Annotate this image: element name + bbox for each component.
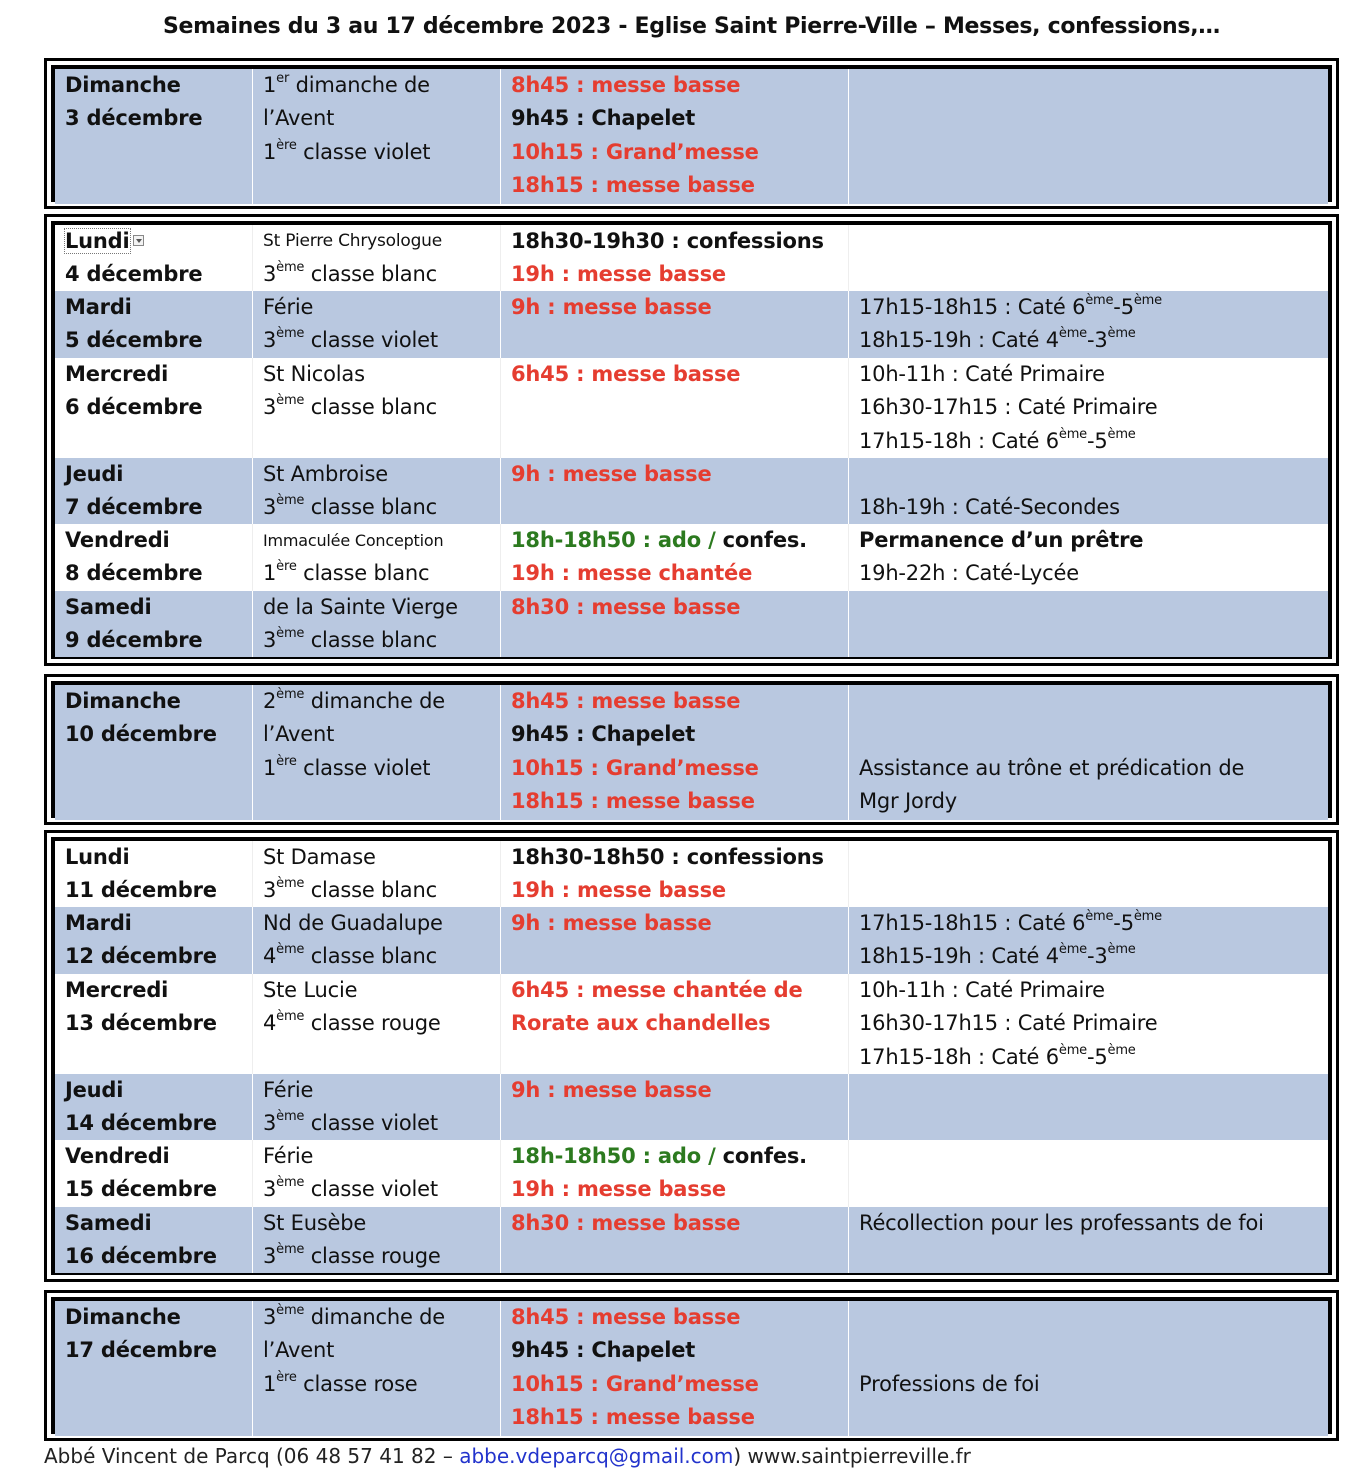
liturgy-class: 1ère classe violet [263,137,431,164]
table-cell [849,1074,1328,1140]
table-cell [253,907,501,974]
superscript: ème [1058,326,1087,342]
cell-line: Immaculée Conception [263,531,444,550]
page-title: Semaines du 3 au 17 décembre 2023 - Eglise Saint Pierre-Ville – Messes, confessions,… [163,14,1220,39]
superscript: ème [1085,909,1114,924]
table-cell [501,685,849,820]
table-cell [501,291,849,358]
table-cell [849,1207,1328,1273]
superscript: ème [276,493,305,509]
superscript: ème [276,1109,305,1125]
table-cell [55,69,253,204]
table-cell [55,1074,253,1140]
cell-line: Mercredi [65,978,169,1002]
cell-line: 4ème classe rouge [263,1009,441,1036]
cell-line: Vendredi [65,1144,170,1168]
week-block-1 [44,214,1339,666]
cell-line: Lundi [65,845,130,869]
table-cell [253,1074,501,1140]
table-cell [501,1140,849,1207]
table-cell [253,291,501,358]
cell-line: 18h-18h50 : ado / confes. [511,528,807,552]
sunday-block-17 [44,1290,1339,1441]
superscript: ème [276,1303,305,1318]
superscript: ème [276,687,305,702]
day-date: 4 décembre [65,262,203,287]
cell-line: 1ère classe blanc [263,559,430,586]
table-row [55,524,1328,591]
superscript: ème [276,260,305,275]
superscript: ème [1133,909,1162,924]
cell-line: 17h15-18h : Caté 6ème-5ème [859,1042,1136,1069]
cell-line: Ste Lucie [263,978,358,1002]
cell-line: Dimanche [65,689,181,713]
table-cell [253,524,501,591]
cell-line [859,718,1328,751]
cell-line: 17h15-18h : Caté 6ème-5ème [859,426,1136,453]
superscript: ème [1133,293,1162,308]
superscript: ème [1107,1042,1136,1058]
table-cell [253,1140,501,1207]
superscript: ème [1107,326,1136,342]
cell-line: 19h : messe basse [511,878,726,903]
cell-line: 2ème dimanche de [263,687,446,713]
table-cell [253,225,501,291]
cell-line: Mgr Jordy [859,788,958,813]
cell-line: 3ème classe blanc [263,493,437,520]
cell-line: 10h-11h : Caté Primaire [859,978,1105,1002]
table-cell [501,69,849,204]
sunday-block-3 [44,58,1339,209]
table-row [55,1140,1328,1207]
superscript: er [276,71,290,86]
mass-entry: 8h45 : messe basse [511,73,741,97]
cell-line: 3ème classe blanc [263,626,437,653]
table-cell [55,685,253,820]
cell-line: 6h45 : messe chantée de [511,978,803,1002]
cell-line: St Ambroise [263,462,388,486]
table-cell [501,591,849,657]
cell-line: l’Avent [263,722,335,747]
cell-line: Férie [263,295,314,319]
table-row [55,974,1328,1074]
cell-line: St Nicolas [263,362,365,386]
table-cell [55,1207,253,1273]
day-name: Lundi [65,229,130,253]
table-row [55,841,1328,907]
table-cell [501,458,849,524]
cell-line: 3ème dimanche de [263,1303,446,1329]
table-row [55,685,1328,820]
table-cell [55,225,253,291]
cell-line: 10 décembre [65,722,217,747]
cell-line: 18h15 : messe basse [511,1404,755,1429]
cell-line: 10h15 : Grand’messe [511,755,759,780]
cell-line: 19h : messe basse [511,1177,726,1202]
table-row [55,69,1328,204]
table-cell [55,1301,253,1436]
table-cell [501,1074,849,1140]
cell-line: 8h30 : messe basse [511,1211,741,1235]
superscript: ème [1058,942,1087,958]
table-cell [849,458,1328,524]
cell-line: Assistance au trône et prédication de [859,755,1245,780]
table-cell [253,69,501,204]
superscript: ème [276,1242,305,1258]
cell-line: 10h-11h : Caté Primaire [859,362,1105,386]
cell-line: 3ème classe blanc [263,876,437,903]
table-cell [501,974,849,1074]
cate-entry: 17h15-18h15 : Caté 6ème-5ème [859,293,1162,319]
table-cell [849,1301,1328,1436]
table-cell [501,907,849,974]
cell-line: 18h15-19h : Caté 4ème-3ème [859,942,1136,969]
confession-entry: 18h30-19h30 : confessions [511,229,824,253]
table-cell [55,358,253,458]
table-cell [253,974,501,1074]
table-cell [849,974,1328,1074]
cell-line [859,685,1328,718]
cell-line: 16 décembre [65,1244,217,1269]
table-cell [849,358,1328,458]
table-cell [55,291,253,358]
chapelet-entry: 9h45 : Chapelet [511,106,696,131]
superscript: ère [276,1369,297,1385]
cell-line: St Eusèbe [263,1211,367,1235]
cell-line: 18h-19h : Caté-Secondes [859,495,1120,520]
cell-line: 3ème classe violet [263,1109,438,1136]
table-cell [501,1301,849,1436]
table-row [55,1074,1328,1140]
table-cell [849,291,1328,358]
cell-line: l’Avent [263,1338,335,1363]
table-cell [849,907,1328,974]
cell-line: Mardi [65,911,132,935]
cell-line: Mardi [65,295,132,319]
superscript: ème [276,393,305,409]
table-cell [501,1207,849,1273]
cell-line: 8h45 : messe basse [511,689,741,713]
cell-line: 3ème classe violet [263,326,438,353]
cell-line: 1ère classe rose [263,1369,418,1396]
table-cell [55,907,253,974]
table-row [55,907,1328,974]
superscript: ème [276,876,305,892]
cell-line: Dimanche [65,1305,181,1329]
cell-line [65,225,252,258]
cell-line: 9h : messe basse [511,911,712,935]
table-row [55,591,1328,657]
table-cell [849,591,1328,657]
mass-entry: 10h15 : Grand’messe [511,139,759,164]
day-date: 3 décembre [65,106,203,131]
cell-line: Férie [263,1144,314,1168]
cell-line: 3ème classe blanc [263,393,437,420]
table-cell [849,225,1328,291]
table-cell [501,225,849,291]
table-cell [501,524,849,591]
cell-line: 17h15-18h15 : Caté 6ème-5ème [859,909,1162,935]
cell-line: Férie [263,1078,314,1102]
feast-name: St Pierre Chrysologue [263,231,442,251]
cell-line: Mercredi [65,362,169,386]
table-row [55,1207,1328,1273]
cell-line: 14 décembre [65,1111,217,1136]
superscript: ème [276,942,305,958]
cell-line: 3ème classe violet [263,1175,438,1202]
footer-contact: Abbé Vincent de Parcq (06 48 57 41 82 – abbe.vdeparcq@gmail.com) www.saintpierreville.fr [44,1444,971,1468]
table-cell [253,358,501,458]
cell-line: Nd de Guadalupe [263,911,443,935]
cell-line: Jeudi [65,462,124,486]
cell-line [859,1301,1328,1334]
table-cell [849,69,1328,204]
cell-line: 9 décembre [65,628,203,653]
mass-entry: 18h15 : messe basse [511,172,755,197]
table-cell [253,685,501,820]
table-row [55,225,1328,291]
table-cell [253,841,501,907]
table-cell [849,524,1328,591]
cell-line: 15 décembre [65,1177,217,1202]
liturgy-line: l’Avent [263,106,335,131]
cell-line: 8h45 : messe basse [511,1305,741,1329]
email-link[interactable]: abbe.vdeparcq@gmail.com [459,1444,734,1468]
table-cell [55,524,253,591]
cell-line: Rorate aux chandelles [511,1011,771,1036]
table-cell [55,591,253,657]
table-cell [253,1301,501,1436]
cell-line: 18h-18h50 : ado / confes. [511,1144,807,1168]
cell-line: 7 décembre [65,495,203,520]
cell-line: 18h30-18h50 : confessions [511,845,824,869]
cate-entry: 18h15-19h : Caté 4ème-3ème [859,326,1136,353]
table-cell [849,685,1328,820]
cell-line: 13 décembre [65,1011,217,1036]
table-cell [253,591,501,657]
sunday-block-10 [44,674,1339,825]
cell-line: 16h30-17h15 : Caté Primaire [859,1011,1158,1036]
table-cell [55,974,253,1074]
table-cell [55,458,253,524]
cell-line: 8h30 : messe basse [511,595,741,619]
cell-line: 10h15 : Grand’messe [511,1371,759,1396]
cell-line: 6 décembre [65,395,203,420]
cell-line: Samedi [65,1211,152,1235]
day-name: Dimanche [65,73,181,97]
cell-line: 1ère classe violet [263,753,431,780]
cell-line: 8 décembre [65,561,203,586]
table-cell [253,458,501,524]
cell-line: 17 décembre [65,1338,217,1363]
cell-line: de la Sainte Vierge [263,595,458,619]
cell-line: 9h45 : Chapelet [511,722,696,747]
superscript: ème [276,1009,305,1025]
cell-line: St Damase [263,845,376,869]
table-cell [849,1140,1328,1207]
cell-line: 9h : messe basse [511,1078,712,1102]
cell-line: Récollection pour les professants de foi [859,1211,1264,1235]
cell-line: 9h : messe basse [511,462,712,486]
superscript: ère [276,137,297,153]
cell-line: Professions de foi [859,1371,1040,1396]
table-row [55,291,1328,358]
superscript: ème [1058,1042,1087,1058]
superscript: ème [276,626,305,642]
cell-line [859,1334,1328,1367]
cell-line [859,458,1328,491]
cell-line: 6h45 : messe basse [511,362,741,386]
table-cell [55,1140,253,1207]
table-cell [55,841,253,907]
superscript: ème [1107,942,1136,958]
cell-line: 3ème classe rouge [263,1242,441,1269]
superscript: ème [276,326,305,342]
table-row [55,358,1328,458]
table-row [55,458,1328,524]
cell-line: 9h : messe basse [511,295,712,319]
cell-line: 12 décembre [65,944,217,969]
cell-line: 18h15 : messe basse [511,788,755,813]
table-cell [849,841,1328,907]
liturgy-class: 3ème classe blanc [263,260,437,286]
superscript: ème [276,1175,305,1191]
table-row [55,1301,1328,1436]
superscript: ème [1107,426,1136,442]
cell-line: Jeudi [65,1078,124,1102]
superscript: ère [276,559,297,575]
cell-line: Samedi [65,595,152,619]
superscript: ème [1085,293,1114,308]
cell-line: 4ème classe blanc [263,942,437,969]
cell-line: 19h-22h : Caté-Lycée [859,561,1079,586]
liturgy-line: 1er dimanche de [263,71,430,97]
cell-line: 5 décembre [65,328,203,353]
table-cell [501,358,849,458]
cell-line: Vendredi [65,528,170,552]
cell-line: 16h30-17h15 : Caté Primaire [859,395,1158,420]
mass-entry: 19h : messe basse [511,262,726,287]
superscript: ème [1058,426,1087,442]
superscript: ère [276,753,297,769]
cell-line: Permanence d’un prêtre [859,528,1144,552]
week-block-2 [44,830,1339,1282]
table-cell [253,1207,501,1273]
table-cell [501,841,849,907]
cell-line: 9h45 : Chapelet [511,1338,696,1363]
cell-line: 11 décembre [65,878,217,903]
cell-line: 19h : messe chantée [511,561,753,586]
dropdown-icon[interactable] [133,235,144,246]
